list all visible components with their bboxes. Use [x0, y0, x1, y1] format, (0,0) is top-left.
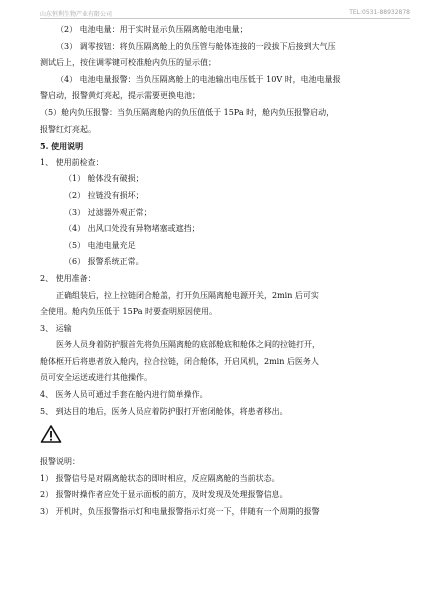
list-heading: 1、 使用前检查： — [40, 157, 104, 167]
para-line: 正确组装后，拉上拉链闭合舱盖，打开负压隔离舱电源开关，2min 后可实 — [56, 290, 319, 300]
para-line: 舱体框开后将患者放入舱内，拉合拉链，闭合舱体，开启风机，2min 后医务人 — [40, 356, 319, 366]
check-item: （3） 过滤器外观正常； — [64, 207, 152, 217]
alarm-item: 1） 报警信号是对隔离舱状态的即时相应，反应隔离舱的当前状态。 — [40, 473, 280, 483]
list-heading: 3、 运输 — [40, 323, 72, 333]
para-line: 警启动，报警黄灯亮起，提示需要更换电池； — [40, 91, 200, 101]
para-line: 员可安全运送或进行其他操作。 — [40, 373, 152, 383]
company-phone: TEL:0531-88932878 — [349, 9, 410, 16]
check-item: （2） 拉链没有损坏； — [64, 190, 144, 200]
para-line: 报警红灯亮起。 — [40, 124, 96, 134]
section-heading: 5. 使用说明 — [40, 141, 84, 152]
list-heading: 5、 到达目的地后，医务人员应着防护服打开密闭舱体，将患者移出。 — [40, 406, 288, 416]
para-line: （3） 调零按钮：将负压隔离舱上的负压管与舱体连接的一段拔下后接到大气压 — [56, 41, 336, 51]
list-heading: 2、 使用准备： — [40, 273, 96, 283]
check-item: （4） 出风口处没有异物堵塞或遮挡； — [64, 224, 200, 234]
list-heading: 4、 医务人员可通过手套在舱内进行简单操作。 — [40, 390, 208, 400]
alarm-heading: 报警说明： — [40, 457, 80, 467]
company-name: 山东恒利生物产业有限公司 — [40, 11, 113, 18]
para-line: （2） 电池电量：用于实时显示负压隔离舱电池电量； — [56, 25, 248, 34]
para-line: （4） 电池电量报警：当负压隔离舱上的电池输出电压低于 10V 时，电池电量报 — [56, 74, 341, 84]
alarm-item: 3） 开机时，负压报警指示灯和电量报警指示灯亮一下，伴随有一个周期的报警 — [40, 507, 320, 517]
para-line: 测试后上，按住调零键可校准舱内负压的显示值； — [40, 58, 216, 68]
warning-triangle-icon — [40, 424, 410, 446]
alarm-item: 2） 报警时操作者应处于显示面板的前方，及时发现及处理报警信息。 — [40, 490, 288, 500]
check-item: （1） 舱体没有破损； — [64, 174, 144, 184]
para-line: 全使用。舱内负压低于 15Pa 时要查明原因使用。 — [40, 307, 218, 317]
para-line: （5）舱内负压报警：当负压隔离舱内的负压值低于 15Pa 时，舱内负压报警启动， — [40, 107, 335, 117]
page-header — [40, 6, 410, 19]
document-body — [40, 22, 410, 521]
check-item: （6） 报警系统正常。 — [64, 257, 144, 267]
check-item: （5） 电池电量充足 — [64, 240, 136, 250]
para-line: 医务人员身着防护服首先将负压隔离舱的底部舱底和舱体之间的拉链打开， — [56, 340, 320, 350]
